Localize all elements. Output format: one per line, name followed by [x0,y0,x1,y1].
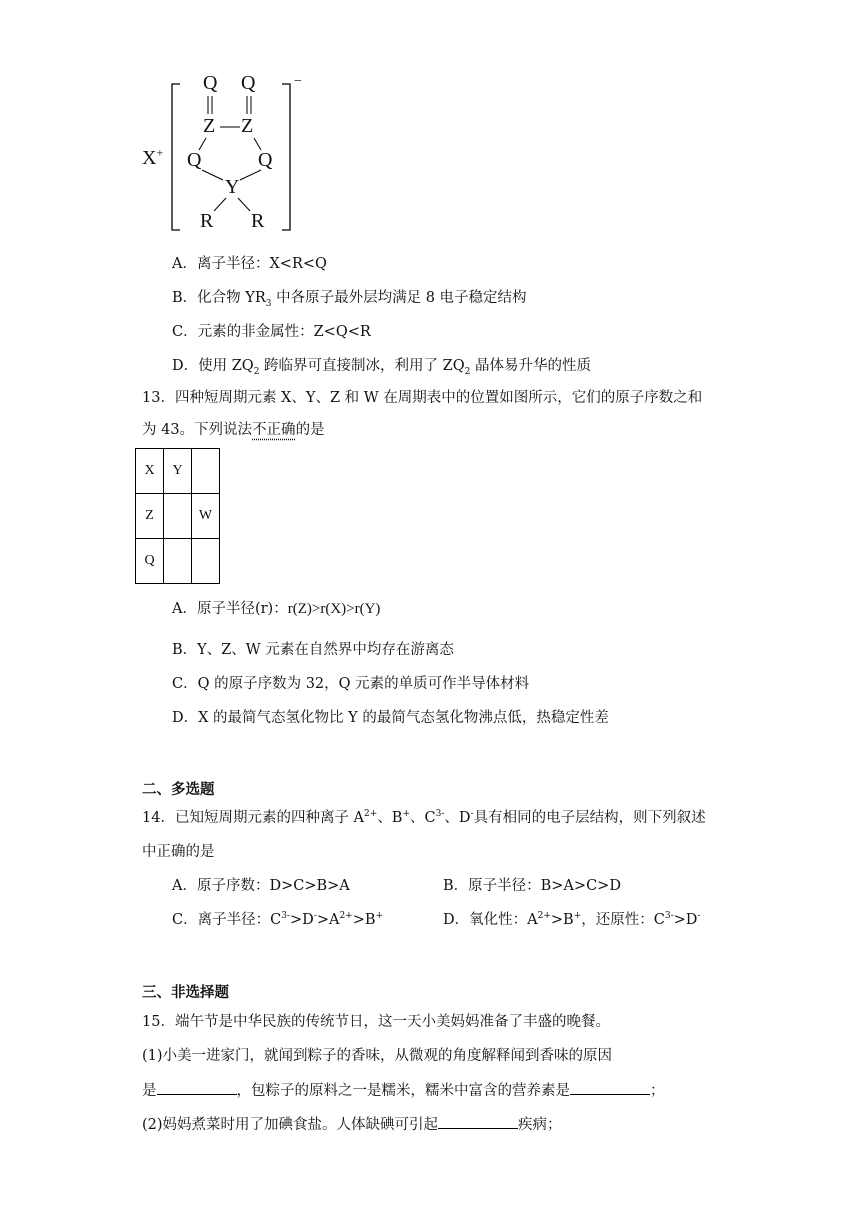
q12-option-d: D．使用 $ZQ_2$ 跨临界可直接制冰，利用了 $ZQ_2$ 晶体易升华的性质 [172,358,591,377]
table-cell [164,539,192,584]
table-cell: Z [136,494,164,539]
q14-option-b: B．原子半径：B>A>C>D [443,878,621,894]
cation-symbol: X+ [142,145,164,169]
periodic-position-table [135,448,220,584]
q13-option-d: D．X 的最简气态氢化物比 Y 的最简气态氢化物沸点低，热稳定性差 [172,710,609,726]
q13-stem-line1: 13．四种短周期元素 X、Y、Z 和 W 在周期表中的位置如图所示，它们的原子序数之和 [142,390,703,406]
table-cell: W [192,494,220,539]
answer-blank[interactable] [157,1080,237,1095]
q14-stem-line1: 14．已知短周期元素的四种离子 $A^{2+}$、B+、$C^{3-}$、D-具有相同的电子层结构，则下列叙述 [142,809,706,826]
q12-option-a: A．离子半径：X<R<Q [172,256,327,272]
atom-q1: Q [203,72,218,94]
structure-bonds [140,70,320,240]
atom-r2: R [251,210,265,232]
table-cell: Q [136,539,164,584]
atom-q4: Q [258,149,273,171]
table-cell: X [136,449,164,494]
q12-option-c: C．元素的非金属性：Z<Q<R [172,324,371,340]
atom-q3: Q [187,149,202,171]
atom-y: Y [225,176,240,198]
q15-part1-line1: (1)小美一进家门，就闻到粽子的香味，从微观的角度解释闻到香味的原因 [142,1048,613,1064]
section-title-non-choice: 三、非选择题 [142,984,229,1001]
radius-formula: r(Z)>r(X)>r(Y) [287,601,381,617]
q15-part1-line2: 是 ，包粽子的原料之一是糯米，糯米中富含的营养素是 ； [142,1080,665,1101]
q12-option-b: B．化合物 $YR_3$ 中各原子最外层均满足 8 电子稳定结构 [172,290,527,309]
table-cell: Y [164,449,192,494]
answer-blank[interactable] [570,1080,650,1095]
anion-charge: − [294,74,302,89]
table-cell [164,494,192,539]
q14-stem-line2: 中正确的是 [142,844,215,860]
atom-z2: Z [241,115,254,137]
table-row [136,494,220,539]
section-title-multiple-choice: 二、多选题 [142,781,215,798]
q14-option-d: D．氧化性：$A^{2+}>B^+$，还原性：$C^{3-}>D^-$ [443,911,701,928]
q15-part2-line1: (2)妈妈煮菜时用了加碘食盐。人体缺碘可引起 疾病； [142,1114,562,1135]
q13-option-a: A．原子半径(r)：r(Z)>r(X)>r(Y) [172,601,381,617]
q14-option-c: C．离子半径：$C^{3-}>D^->A^{2+}>B^+$ [172,911,384,928]
q15-stem-line1: 15．端午节是中华民族的传统节日，这一天小美妈妈准备了丰盛的晚餐。 [142,1014,610,1030]
q13-option-b: B．Y、Z、W 元素在自然界中均存在游离态 [172,642,454,658]
q14-option-a: A．原子序数：D>C>B>A [172,878,350,894]
atom-q2: Q [241,72,256,94]
table-row [136,449,220,494]
q13-option-c: C．Q 的原子序数为 32，Q 元素的单质可作半导体材料 [172,676,530,692]
answer-blank[interactable] [438,1114,518,1129]
table-cell [192,539,220,584]
atom-r1: R [200,210,214,232]
table-cell [192,449,220,494]
atom-z1: Z [203,115,216,137]
table-row [136,539,220,584]
q13-stem-line2: 为 43。下列说法不正确的是 [142,422,325,438]
emphasis-not-correct: 不正确 [252,422,296,438]
anion-structure-diagram [140,70,320,240]
